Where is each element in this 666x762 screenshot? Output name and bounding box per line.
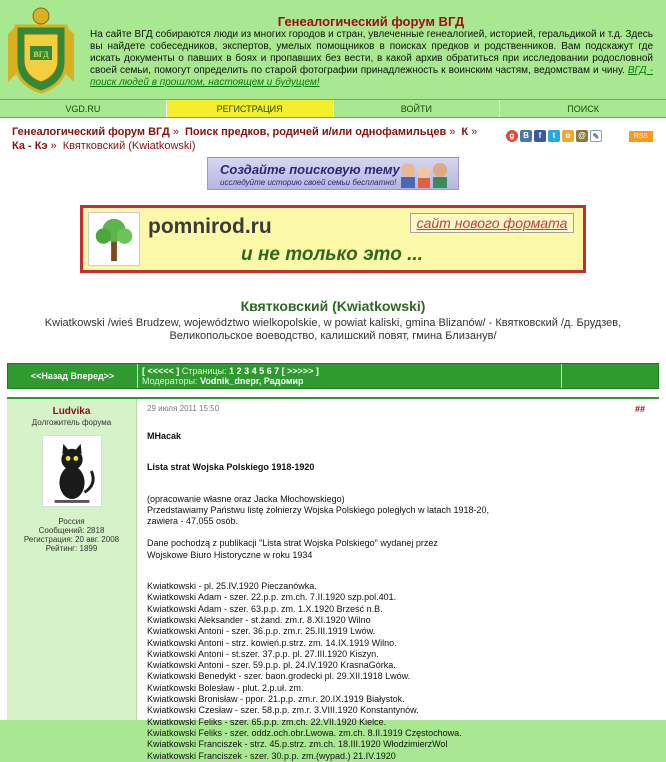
list-item: Kwiatkowski Aleksander - st.żand. zm.r. 8.XI.1920 Wilno — [147, 614, 371, 625]
pagination-spacer — [562, 364, 658, 388]
list-item: Kwiatkowski Franciszek - szer. 30.p.p. zm.(wypad.) 21.IV.1920 — [147, 750, 396, 761]
breadcrumb-current: Квятковский (Kwiatkowski) — [62, 140, 196, 152]
spacer — [147, 527, 649, 538]
list-item: Kwiatkowski Antoni - szer. 36.p.p. zm.r. 25.III.1919 Lwów. — [147, 626, 376, 637]
main-content — [0, 118, 666, 761]
post-text-line: zawiera - 47.055 osób. — [147, 516, 239, 527]
list-item: Kwiatkowski Feliks - szer. oddz.och.obr.Lwowa. zm.ch. 8.II.1919 Częstochowa. — [147, 727, 462, 738]
nav-vgd[interactable]: VGD.RU — [0, 100, 167, 117]
breadcrumb — [12, 125, 492, 153]
breadcrumb-forum[interactable]: Генеалогический форум ВГД — [12, 126, 170, 138]
banner-site-name: pomnirod.ru — [148, 215, 272, 238]
post-greeting: MHacak — [147, 431, 182, 441]
site-header — [0, 0, 666, 98]
pagination-bar — [7, 363, 659, 389]
list-item: Kwiatkowski Antoni - szer. 59.p.p. pl. 24.IV.1920 KrasnaGórka. — [147, 660, 396, 671]
forum-post — [7, 397, 659, 761]
list-item: Kwiatkowski Bolesław - plut. 2.p.uł. zm. — [147, 682, 304, 693]
moderators-label: Модераторы: — [142, 376, 198, 386]
spacer — [147, 474, 649, 494]
intro-text: На сайте ВГД собираются люди из многих городов и стран, увлеченные генеалогией, историей, геральдикой и т.д. Здесь вы найдете собеседников, экспертов, умелых помощников в поисках предков и родственников. Вам подскажут где искать документы о павших в боях и пропавших без вести, в какой архив обратиться при исследовании родословной своей семьи, помогут определить по старой фотографии принадлежность к воинским частям, ведомствам и чину. — [90, 29, 653, 76]
prev-pages-button[interactable]: [ <<<<< ] — [142, 366, 180, 376]
author-meta — [7, 517, 136, 553]
share-buttons — [506, 130, 602, 142]
moderators-list[interactable]: Vodnik_dnepr, Радомир — [200, 376, 304, 386]
breadcrumb-ka-ke[interactable]: Ка - Кэ — [12, 140, 48, 152]
list-item: Kwiatkowski Czesław - szer. 58.p.p. zm.r. 3.VIII.1920 Konstantynów. — [147, 705, 419, 716]
breadcrumb-letter-k[interactable]: К — [461, 126, 469, 138]
breadcrumb-separator: » — [471, 126, 478, 138]
author-registration: Регистрация: 20 авг. 2008 — [23, 535, 120, 544]
pages-label: Страницы: — [181, 366, 227, 376]
post-author-panel — [7, 399, 137, 720]
author-messages: Сообщений: 2818 — [38, 526, 105, 535]
list-item: Kwiatkowski Bronisław - ppor. 21.p.p. zm.r. 20.IX.1919 Białystok. — [147, 694, 405, 705]
breadcrumb-separator: » — [449, 126, 456, 138]
list-item: Kwiatkowski Feliks - szer. 65.p.p. zm.ch. 22.VII.1920 Kielce. — [147, 716, 387, 727]
post-text-line: Wojskowe Biuro Historyczne w roku 1934 — [147, 549, 313, 560]
post-book-title: Lista strat Wojska Polskiego 1918-1920 — [147, 462, 315, 473]
list-item: Kwiatkowski Adam - szer. 22.p.p. zm.ch. 7.II.1920 szp.pol.401. — [147, 592, 397, 603]
post-body — [137, 399, 659, 761]
site-intro — [90, 29, 653, 89]
list-item: Kwiatkowski - pl. 25.IV.1920 Pieczanówka. — [147, 581, 317, 592]
google-icon[interactable]: g — [506, 130, 518, 142]
main-nav — [0, 99, 666, 118]
mailru-icon[interactable]: @ — [576, 130, 588, 142]
post-text-line: Przedstawiamy Państwu listę żołnierzy Wojska Polskiego poległych w latach 1918-20, — [147, 504, 489, 515]
family-photo-icon — [394, 160, 452, 188]
list-item: Kwiatkowski Adam - szer. 63.p.p. zm. 1.X.1920 Brześć n.B. — [147, 603, 383, 614]
list-item: Kwiatkowski Antoni - st.szer. 37.p.p. pl. 27.III.1920 Kiszyn. — [147, 648, 379, 659]
post-date: 29 июля 2011 15:50 — [147, 404, 220, 413]
facebook-icon[interactable]: f — [534, 130, 546, 142]
vgd-coat-of-arms-logo[interactable] — [6, 4, 76, 94]
spacer — [147, 442, 649, 462]
twitter-icon[interactable]: t — [548, 130, 560, 142]
list-item: Kwiatkowski Benedykt - szer. baon.grodecki pl. 29.XII.1918 Lwów. — [147, 671, 411, 682]
svg-text:ВГД: ВГД — [33, 50, 49, 59]
topic-title: Квятковский (Kwiatkowski) — [240, 298, 426, 314]
breadcrumb-separator: » — [50, 140, 57, 152]
family-tree-icon — [88, 212, 140, 266]
author-country: Россия — [58, 517, 85, 526]
list-item: Kwiatkowski Antoni - strz. kowień.p.strz. zm. 14.IX.1919 Wilno. — [147, 637, 397, 648]
post-text-line: (opracowanie własne oraz Jacka Młochowskiego) — [147, 493, 345, 504]
page-numbers[interactable]: 1 2 3 4 5 6 7 — [229, 366, 280, 376]
spacer — [147, 561, 649, 581]
list-item: Kwiatkowski Franciszek - strz. 45.p.strz. zm.ch. 18.III.1920 WłodzimierzWol — [147, 739, 448, 750]
author-name[interactable]: Ludvika — [52, 406, 91, 417]
post-anchor-link[interactable]: ## — [634, 404, 645, 414]
banner-subtitle: исследуйте историю своей семьи бесплатно! — [220, 178, 397, 187]
vk-icon[interactable]: B — [520, 130, 532, 142]
pomnirod-banner[interactable] — [80, 205, 586, 273]
odnoklassniki-icon[interactable]: о — [562, 130, 574, 142]
site-title: Генеалогический форум ВГД — [277, 14, 465, 29]
banner-slogan: и не только это ... — [241, 244, 423, 265]
prev-next-links[interactable]: <<Назад Вперед>> — [8, 364, 138, 388]
intro-tagline-link[interactable]: ВГД - поиск людей в прошлом, настоящем и будущем! — [90, 65, 654, 88]
breadcrumb-search-section[interactable]: Поиск предков, родичей и/или однофамильцев — [185, 126, 447, 138]
next-pages-button[interactable]: [ >>>>> ] — [281, 366, 319, 376]
livejournal-icon[interactable]: ✎ — [590, 130, 602, 142]
page-list — [138, 364, 562, 388]
author-rank: Долгожитель форума — [31, 418, 112, 427]
rss-button[interactable]: RSS — [629, 131, 653, 142]
topic-description: Kwiatkowski /wieś Brudzew, województwo wielkopolskie, w powiat kaliski, gmina Blizanów/ - Квятковский /д. Брудзев, Великопольское воеводство, калишский повят, гмина Близанув/ — [44, 317, 622, 342]
banner-new-format-link[interactable]: сайт нового формата — [410, 213, 574, 233]
breadcrumb-separator: » — [172, 126, 179, 138]
nav-search[interactable]: ПОИСК — [567, 104, 599, 114]
author-avatar-cat-icon — [42, 435, 102, 507]
banner-title: Создайте поисковую тему — [220, 162, 400, 177]
post-content — [147, 431, 649, 762]
author-rating: Рейтинг: 1899 — [45, 544, 98, 553]
create-topic-banner[interactable] — [207, 157, 459, 190]
nav-login[interactable]: ВОЙТИ — [334, 100, 501, 117]
nav-register[interactable]: РЕГИСТРАЦИЯ — [167, 100, 334, 117]
post-text-line: Dane pochodzą z publikacji "Lista strat Wojska Polskiego" wydanej przez — [147, 538, 438, 549]
